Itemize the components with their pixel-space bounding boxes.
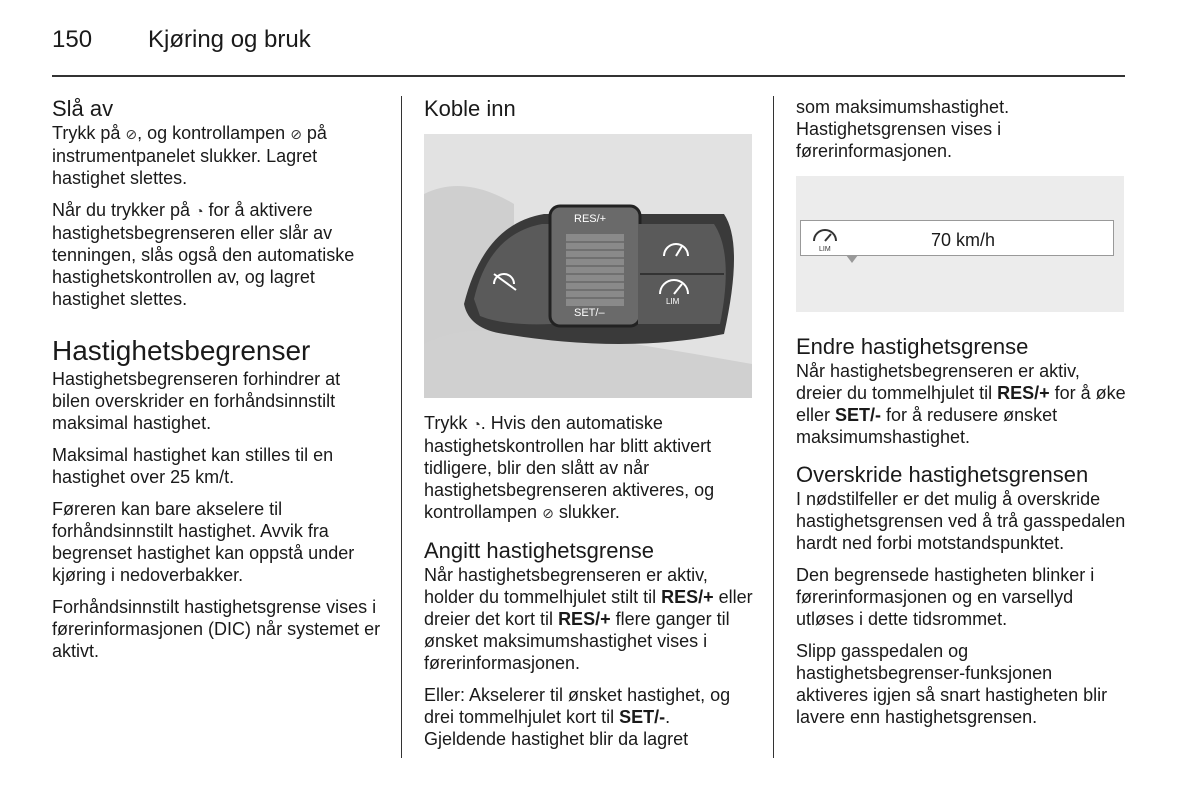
heading-hastighetsbegrenser: Hastighetsbegrenser <box>52 335 311 366</box>
set-minus-label: SET/– <box>574 307 605 319</box>
header-rule <box>52 75 1125 77</box>
chapter-title: Kjøring og bruk <box>148 26 311 53</box>
cruise-control-cancel-icon: ⊘ <box>290 126 302 142</box>
column-3 <box>796 96 1128 738</box>
paragraph: Den begrensede hastigheten blinker i førerinformasjonen og en varsellyd utløses i dette tidsrommet. <box>796 565 1095 629</box>
heading-endre-hastighetsgrense: Endre hastighetsgrense <box>796 334 1029 359</box>
lim-label: LIM <box>819 246 831 253</box>
speed-limiter-icon <box>809 225 843 253</box>
column-1 <box>52 96 382 672</box>
column-2 <box>424 96 754 760</box>
paragraph: Maksimal hastighet kan stilles til en hastighet over 25 km/t. <box>52 445 334 487</box>
paragraph: I nødstilfeller er det mulig å overskride hastighetsgrensen ved å trå gasspedalen hardt ned forbi motstandspunktet. <box>796 489 1126 553</box>
column-divider <box>401 96 402 758</box>
dic-speed-box <box>800 220 1114 256</box>
driver-info-display-figure <box>796 176 1124 312</box>
cruise-control-cancel-icon: ⊘ <box>542 505 554 521</box>
paragraph: Trykk ◔. Hvis den automatiske hastighetskontrollen har blitt aktivert tidligere, blir den slått av når hastighetsbegrenseren aktiveres, og kontrollampen ⊘ slukker. <box>424 413 715 522</box>
heading-sla-av: Slå av <box>52 96 114 121</box>
paragraph: Føreren kan bare akselere til forhåndsinnstilt hastighet. Avvik fra begrenset hastighet kan oppstå under kjøring i nedoverbakker. <box>52 499 355 585</box>
paragraph: Når hastighetsbegrenseren er aktiv, dreier du tommelhjulet til RES/+ for å øke eller SET/- for å redusere ønsket maksimumshastighet. <box>796 361 1126 447</box>
paragraph: Forhåndsinnstilt hastighetsgrense vises i førerinformasjonen (DIC) når systemet er aktivt. <box>52 597 381 661</box>
page-header <box>52 26 311 54</box>
speed-limiter-icon: ◔ <box>472 416 481 432</box>
paragraph: Hastighetsbegrenseren forhindrer at bilen overskrider en forhåndsinnstilt maksimal hastighet. <box>52 369 341 433</box>
speed-limiter-icon: ◔ <box>195 203 204 219</box>
paragraph: Slipp gasspedalen og hastighetsbegrenser-funksjonen aktiveres igjen så snart hastigheten blir lavere enn hastighetsgrensen. <box>796 641 1108 727</box>
res-plus-label: RES/+ <box>574 213 607 225</box>
heading-angitt-hastighetsgrense: Angitt hastighetsgrense <box>424 538 654 563</box>
paragraph: Når du trykker på ◔ for å aktivere hastighetsbegrenseren eller slår av tenningen, slås også den automatiske hastighetskontrollen av, og lagret hastighet slettes. <box>52 200 355 309</box>
page-number: 150 <box>52 26 93 53</box>
paragraph: som maksimumshastighet. Hastighetsgrensen vises i førerinformasjonen. <box>796 97 1010 161</box>
paragraph: Eller: Akselerer til ønsket hastighet, og drei tommelhjulet kort til SET/-. Gjeldende hastighet blir da lagret <box>424 685 731 749</box>
heading-overskride-hastighetsgrensen: Overskride hastighetsgrensen <box>796 462 1089 487</box>
paragraph: Når hastighetsbegrenseren er aktiv, holder du tommelhjulet stilt til RES/+ eller dreier det kort til RES/+ flere ganger til ønsket maksimumshastighet vises i førerinformasjonen. <box>424 565 753 673</box>
paragraph: Trykk på ⊘, og kontrollampen ⊘ på instrumentpanelet slukker. Lagret hastighet slettes. <box>52 123 327 188</box>
cruise-control-cancel-icon: ⊘ <box>125 126 138 142</box>
dic-speed-value: 70 km/h <box>931 230 996 250</box>
steering-wheel-controls-figure <box>424 134 752 398</box>
lim-label: LIM <box>666 297 680 306</box>
column-divider <box>773 96 774 758</box>
heading-koble-inn: Koble inn <box>424 96 516 121</box>
dic-pointer <box>846 255 858 263</box>
